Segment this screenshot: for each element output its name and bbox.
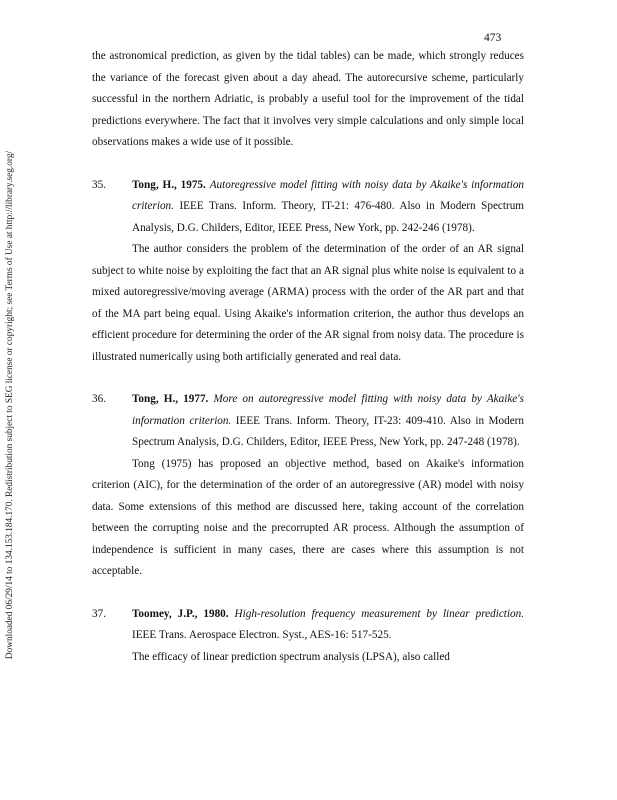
reference-abstract: Tong (1975) has proposed an objective method, based on Akaike's information criterion (AIC), for the determination of the order of an autoregressive (AR) model with noisy data. Some extensions of this method are discussed here, taking account of the correlation between the corrupting noise and the precorrupted AR process. Although the assumption of independence is sufficient in many cases, there are cases where this assumption is not acceptable. [92, 457, 524, 577]
page-content [92, 46, 524, 668]
reference-author: Tong, H., 1977. [132, 393, 209, 405]
reference-author: Toomey, J.P., 1980. [132, 607, 229, 620]
reference-number: 37. [92, 607, 106, 620]
reference-entry-36 [92, 389, 524, 583]
reference-source: IEEE Trans. Inform. Theory, IT-23: 409-410. Also in Modern Spectrum Analysis, D.G. Childers, Editor, IEEE Press, New York, pp. 247-248 (1978). [132, 414, 524, 448]
reference-abstract: The author considers the problem of the determination of the order of an AR signal subject to white noise by exploiting the fact that an AR signal plus white noise is equivalent to a mixed autoregressive/moving average (ARMA) process with the order of the AR part and that of the MA part being equal. Using Akaike's information criterion, the author thus develops an efficient procedure for determining the order of the AR signal from noisy data. The procedure is illustrated numerically using both artificially generated and real data. [92, 243, 524, 363]
reference-author: Tong, H., 1975. [132, 178, 206, 191]
side-download-notice-text: Downloaded 06/29/14 to 134.153.184.170. Redistribution subject to SEG license or copyright; see Terms of Use at http://library.seg.org/ [5, 150, 15, 660]
reference-abstract: The efficacy of linear prediction spectrum analysis (LPSA), also called [132, 650, 450, 663]
reference-source: IEEE Trans. Inform. Theory, IT-21: 476-480. Also in Modern Spectrum Analysis, D.G. Childers, Editor, IEEE Press, New York, pp. 242-246 (1978). [132, 200, 524, 234]
reference-citation [92, 389, 524, 454]
reference-entry-35 [92, 175, 524, 369]
reference-source: IEEE Trans. Aerospace Electron. Syst., AES-16: 517-525. [132, 629, 392, 641]
page-number: 473 [484, 32, 502, 44]
reference-citation [92, 604, 524, 647]
reference-title: High-resolution frequency measurement by linear prediction. [234, 607, 524, 620]
reference-title: More on autoregressive model fitting with noisy data by Akaike's information criterion. [132, 393, 524, 427]
reference-entry-37 [92, 604, 524, 669]
intro-paragraph: the astronomical prediction, as given by the tidal tables) can be made, which strongly reduces the variance of the forecast given about a day ahead. The autorecursive scheme, particularly successful in the northern Adriatic, is probably a useful tool for the improvement of the tidal predictions everywhere. The fact that it involves very simple calculations and only simple local observations makes a wide use of it possible. [92, 50, 524, 148]
reference-citation [92, 175, 524, 240]
side-download-notice [2, 120, 18, 690]
reference-title: Autoregressive model fitting with noisy data by Akaike's information criterion. [132, 178, 525, 212]
reference-number: 35. [92, 178, 106, 191]
reference-number: 36. [92, 393, 106, 405]
